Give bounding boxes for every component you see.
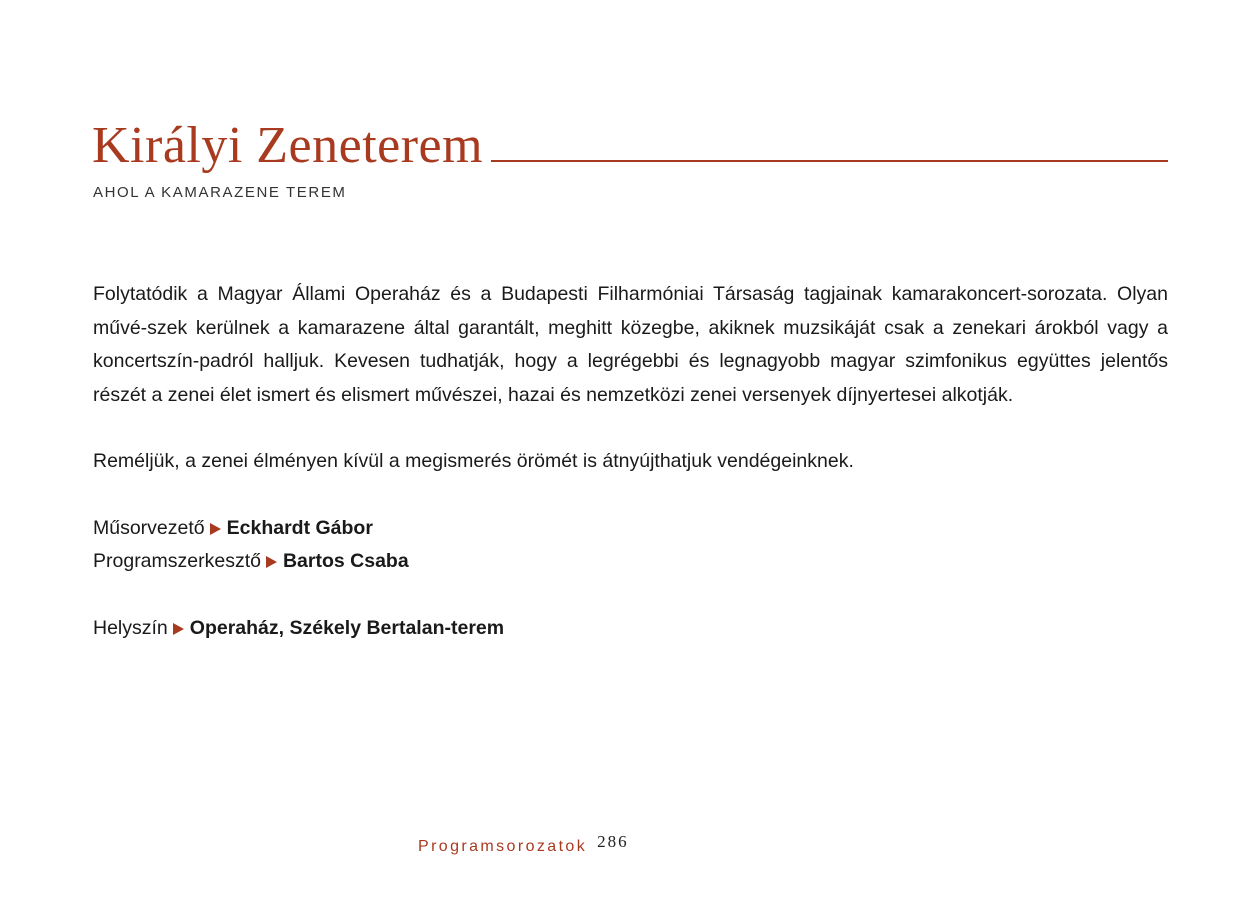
triangle-right-icon <box>210 523 221 535</box>
triangle-right-icon <box>173 623 184 635</box>
page-number: 286 <box>597 832 629 851</box>
title-row <box>92 118 1168 174</box>
venue-line <box>93 612 1168 646</box>
title-divider <box>491 160 1168 162</box>
venue-value: Operaház, Székely Bertalan-terem <box>189 616 505 639</box>
credit-line-host <box>93 512 1168 546</box>
credit-label: Programszerkesztő <box>93 550 261 572</box>
credit-line-editor <box>93 545 1168 579</box>
venue-label: Helyszín <box>93 616 168 639</box>
credit-label: Műsorvezető <box>93 516 205 539</box>
credit-value: Bartos Csaba <box>282 550 409 572</box>
credits <box>93 512 1168 579</box>
page-footer <box>418 832 629 856</box>
page-subtitle: AHOL A KAMARAZENE TEREM <box>93 184 347 201</box>
main-content <box>93 278 1168 645</box>
intro-paragraph: Folytatódik a Magyar Állami Operaház és a Budapesti Filharmóniai Társaság tagjainak kamarakoncert-sorozata. Olyan művé-szek kerülnek a kamarazene által garantált, meghitt közegbe, akiknek muzsikáját csak a zenekari árokból vagy a koncertszín-padról halljuk. Kevesen tudhatják, hogy a legrégebbi és legnagyobb magyar szimfonikus együttes jelentős részét a zenei élet ismert és elismert művészei, hazai és nemzetközi zenei versenyek díjnyertesei alkotják. <box>93 283 1168 406</box>
triangle-right-icon <box>266 556 277 568</box>
footer-section-label: Programsorozatok <box>418 838 588 855</box>
credit-value: Eckhardt Gábor <box>226 516 373 539</box>
closing-paragraph: Reméljük, a zenei élményen kívül a megismerés örömét is átnyújthatjuk vendégeinknek. <box>93 450 854 472</box>
page-title: Királyi Zeneterem <box>92 117 484 174</box>
